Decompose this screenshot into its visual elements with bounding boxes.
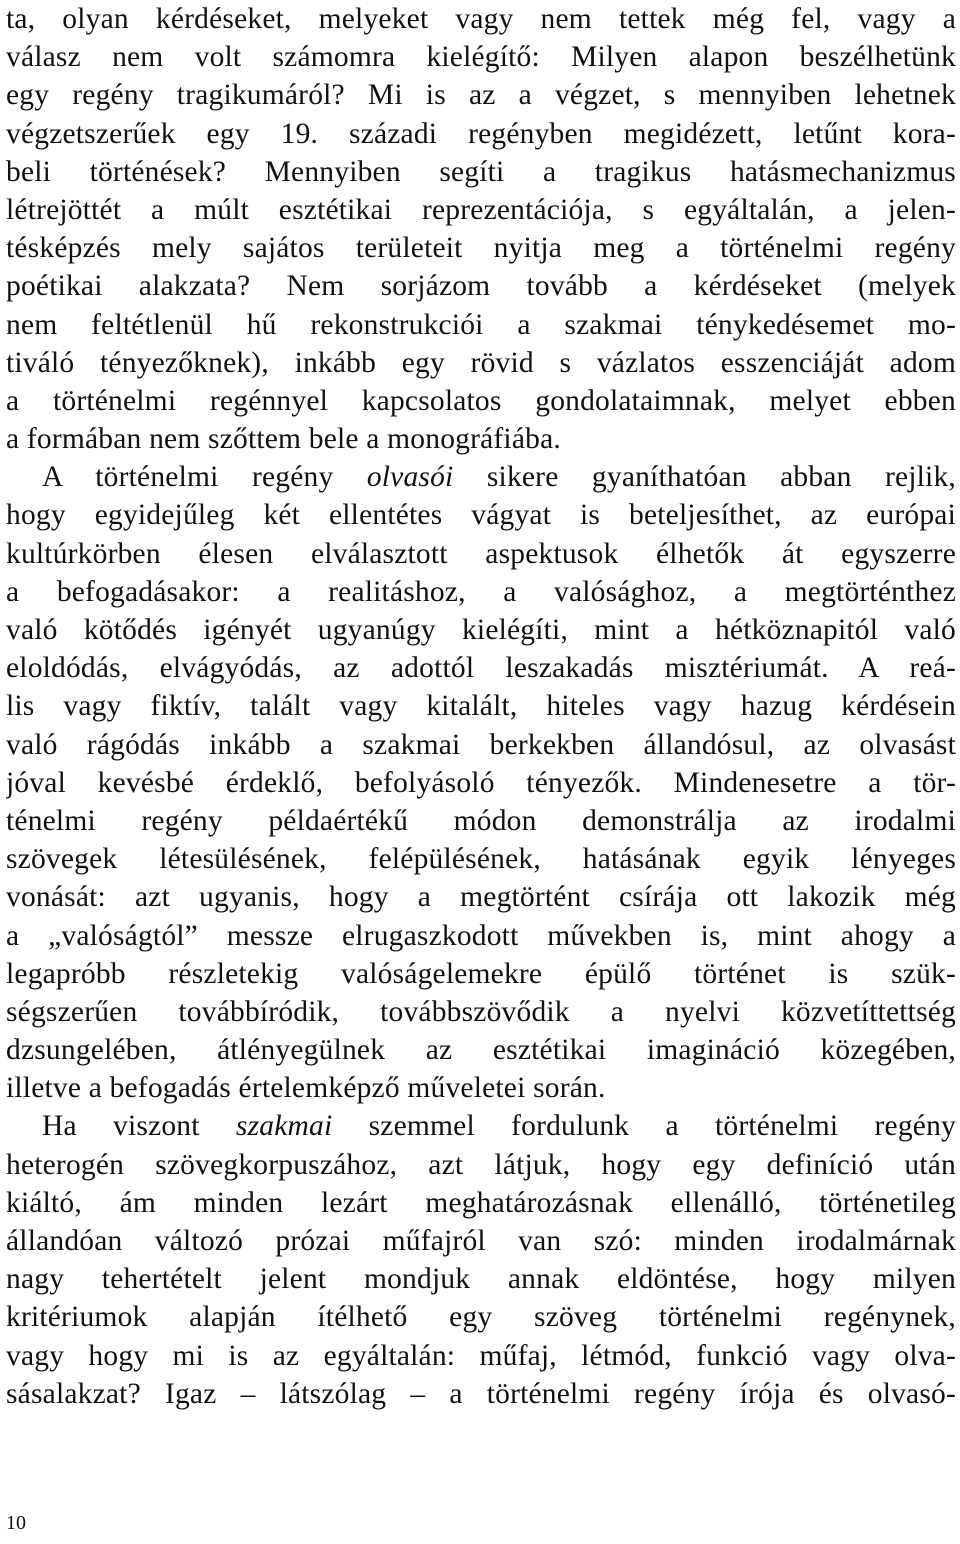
text-segment: poétikai alakzata? Nem sorjázom tovább a kérdéseket (melyek bbox=[6, 270, 956, 303]
text-segment: eloldódás, elvágyódás, az adottól leszakadás misztériumát. A reá- bbox=[6, 652, 956, 685]
page-number: 10 bbox=[6, 1512, 26, 1534]
text-line bbox=[6, 1260, 956, 1298]
text-line bbox=[6, 611, 956, 649]
text-segment: szövegek létesülésének, felépülésének, hatásának egyik lényeges bbox=[6, 843, 956, 876]
page-body bbox=[6, 0, 956, 1413]
text-segment: kritériumok alapján ítélhető egy szöveg történelmi regénynek, bbox=[6, 1301, 956, 1334]
text-segment: létrejöttét a múlt esztétikai reprezentációja, s egyáltalán, a jelen- bbox=[6, 193, 956, 226]
text-segment: nem feltétlenül hű rekonstrukciói a szakmai ténykedésemet mo- bbox=[6, 308, 956, 341]
text-line bbox=[6, 535, 956, 573]
text-segment: a történelmi regénnyel kapcsolatos gondolataimnak, melyet ebben bbox=[6, 384, 956, 417]
text-line bbox=[6, 649, 956, 687]
text-segment: tiváló tényezőknek), inkább egy rövid s vázlatos esszenciáját adom bbox=[6, 346, 956, 379]
text-line bbox=[6, 458, 956, 496]
text-segment: sikere gyaníthatóan abban rejlik, bbox=[453, 461, 956, 494]
text-segment: kultúrkörben élesen elválasztott aspektusok élhetők át egyszerre bbox=[6, 537, 956, 570]
text-segment: ténelmi regény példaértékű módon demonstrálja az irodalmi bbox=[6, 804, 956, 837]
text-segment: vonását: azt ugyanis, hogy a megtörtént csírája ott lakozik még bbox=[6, 881, 956, 914]
text-segment: a „valóságtól” messze elrugaszkodott művekben is, mint ahogy a bbox=[6, 919, 956, 952]
text-line bbox=[6, 382, 956, 420]
text-segment: egy regény tragikumáról? Mi is az a végzet, s mennyiben lehetnek bbox=[6, 79, 956, 112]
text-line bbox=[6, 115, 956, 153]
text-line bbox=[6, 38, 956, 76]
italic-text: olvasói bbox=[366, 461, 454, 494]
text-line bbox=[6, 0, 956, 38]
text-segment: ségszerűen továbbíródik, továbbszövődik a nyelvi közvetíttettség bbox=[6, 995, 956, 1028]
text-line bbox=[6, 191, 956, 229]
text-segment: nagy tehertételt jelent mondjuk annak eldöntése, hogy milyen bbox=[6, 1263, 956, 1296]
text-segment: dzsungelében, átlényegülnek az esztétikai imagináció közegében, bbox=[6, 1034, 956, 1067]
text-segment: a befogadásakor: a realitáshoz, a valósághoz, a megtörténthez bbox=[6, 575, 956, 608]
text-line bbox=[6, 764, 956, 802]
text-line bbox=[6, 1375, 956, 1413]
paragraph bbox=[6, 1107, 956, 1413]
text-segment: A történelmi regény bbox=[42, 461, 367, 494]
text-line bbox=[6, 840, 956, 878]
text-segment: válasz nem volt számomra kielégítő: Milyen alapon beszélhetünk bbox=[6, 41, 956, 74]
text-segment: sásalakzat? Igaz – látszólag – a történelmi regény írója és olvasó- bbox=[6, 1377, 956, 1410]
text-segment: szemmel fordulunk a történelmi regény bbox=[332, 1110, 956, 1143]
text-line bbox=[6, 229, 956, 267]
text-line bbox=[6, 1146, 956, 1184]
text-segment: ta, olyan kérdéseket, melyeket vagy nem tettek még fel, vagy a bbox=[6, 3, 956, 35]
text-segment: állandóan változó prózai műfajról van szó: minden irodalmárnak bbox=[6, 1225, 956, 1257]
text-line bbox=[6, 306, 956, 344]
text-line bbox=[6, 955, 956, 993]
text-line bbox=[6, 1069, 956, 1107]
text-segment: illetve a befogadás értelemképző műveletei során. bbox=[6, 1072, 606, 1105]
text-segment: legapróbb részletekig valóságelemekre épülő történet is szük- bbox=[6, 957, 956, 990]
italic-text: szakmai bbox=[235, 1110, 333, 1143]
text-line bbox=[6, 1107, 956, 1145]
text-segment: hogy egyidejűleg két ellentétes vágyat is beteljesíthet, az európai bbox=[6, 499, 956, 532]
text-line bbox=[6, 76, 956, 114]
text-segment: lis vagy fiktív, talált vagy kitalált, hiteles vagy hazug kérdésein bbox=[6, 690, 956, 723]
text-segment: a formában nem szőttem bele a monográfiába. bbox=[6, 423, 561, 456]
text-line bbox=[6, 496, 956, 534]
text-line bbox=[6, 1337, 956, 1375]
text-line bbox=[6, 802, 956, 840]
text-line bbox=[6, 573, 956, 611]
text-line bbox=[6, 1222, 956, 1260]
text-line bbox=[6, 153, 956, 191]
text-segment: tésképzés mely sajátos területeit nyitja meg a történelmi regény bbox=[6, 232, 956, 265]
text-segment: heterogén szövegkorpuszához, azt látjuk, hogy egy definíció után bbox=[6, 1148, 956, 1181]
text-segment: Ha viszont bbox=[42, 1110, 236, 1143]
text-line bbox=[6, 687, 956, 725]
text-line bbox=[6, 267, 956, 305]
text-line bbox=[6, 1031, 956, 1069]
text-line bbox=[6, 917, 956, 955]
text-line bbox=[6, 1184, 956, 1222]
paragraph bbox=[6, 0, 956, 458]
text-line bbox=[6, 726, 956, 764]
text-segment: kiáltó, ám minden lezárt meghatározásnak ellenálló, történetileg bbox=[6, 1186, 956, 1219]
text-line bbox=[6, 993, 956, 1031]
text-segment: beli történések? Mennyiben segíti a tragikus hatásmechanizmus bbox=[6, 155, 956, 188]
text-segment: jóval kevésbé érdeklő, befolyásoló tényezők. Mindenesetre a tör- bbox=[6, 766, 956, 799]
text-segment: végzetszerűek egy 19. századi regényben megidézett, letűnt kora- bbox=[6, 117, 956, 150]
text-line bbox=[6, 344, 956, 382]
text-line bbox=[6, 878, 956, 916]
paragraph bbox=[6, 458, 956, 1107]
text-segment: vagy hogy mi is az egyáltalán: műfaj, létmód, funkció vagy olva- bbox=[6, 1339, 956, 1372]
text-line bbox=[6, 420, 956, 458]
text-line bbox=[6, 1298, 956, 1336]
text-segment: való rágódás inkább a szakmai berkekben állandósul, az olvasást bbox=[6, 728, 956, 761]
text-segment: való kötődés igényét ugyanúgy kielégíti, mint a hétköznapitól való bbox=[6, 614, 956, 646]
